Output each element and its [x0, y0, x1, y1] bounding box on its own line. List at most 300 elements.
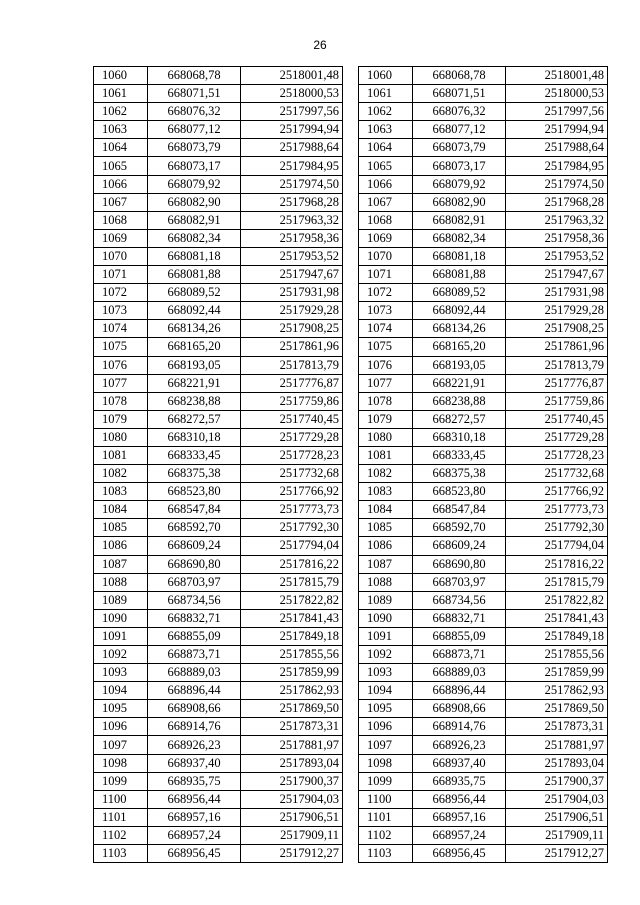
y-coordinate-cell: 2517912,27: [241, 845, 343, 863]
y-coordinate-cell: 2517873,31: [506, 718, 608, 736]
y-coordinate-cell: 2517929,28: [241, 302, 343, 320]
point-number-cell: 1090: [359, 609, 413, 627]
y-coordinate-cell: 2517815,79: [506, 573, 608, 591]
point-number-cell: 1061: [94, 85, 148, 103]
point-number-cell: 1064: [94, 139, 148, 157]
point-number-cell: 1078: [359, 392, 413, 410]
point-number-cell: 1102: [359, 826, 413, 844]
table-row: [94, 772, 343, 790]
y-coordinate-cell: 2517881,97: [506, 736, 608, 754]
y-coordinate-cell: 2517906,51: [241, 808, 343, 826]
point-number-cell: 1097: [94, 736, 148, 754]
table-row: [359, 736, 608, 754]
y-coordinate-cell: 2517776,87: [241, 374, 343, 392]
x-coordinate-cell: 668592,70: [413, 519, 506, 537]
table-row: [94, 555, 343, 573]
y-coordinate-cell: 2518000,53: [506, 85, 608, 103]
x-coordinate-cell: 668926,23: [148, 736, 241, 754]
y-coordinate-cell: 2517963,32: [241, 211, 343, 229]
x-coordinate-cell: 668193,05: [148, 356, 241, 374]
table-row: [359, 284, 608, 302]
point-number-cell: 1062: [359, 103, 413, 121]
table-row: [94, 465, 343, 483]
table-row: [359, 591, 608, 609]
table-row: [359, 772, 608, 790]
y-coordinate-cell: 2517861,96: [241, 338, 343, 356]
x-coordinate-cell: 668703,97: [413, 573, 506, 591]
x-coordinate-cell: 668956,45: [148, 845, 241, 863]
point-number-cell: 1067: [359, 193, 413, 211]
table-row: [359, 356, 608, 374]
point-number-cell: 1076: [94, 356, 148, 374]
point-number-cell: 1069: [359, 229, 413, 247]
y-coordinate-cell: 2517815,79: [241, 573, 343, 591]
x-coordinate-cell: 668375,38: [413, 465, 506, 483]
table-row: [359, 609, 608, 627]
x-coordinate-cell: 668134,26: [148, 320, 241, 338]
point-number-cell: 1099: [359, 772, 413, 790]
y-coordinate-cell: 2517908,25: [241, 320, 343, 338]
table-row: [359, 338, 608, 356]
y-coordinate-cell: 2517958,36: [506, 229, 608, 247]
x-coordinate-cell: 668935,75: [148, 772, 241, 790]
x-coordinate-cell: 668077,12: [413, 121, 506, 139]
y-coordinate-cell: 2517869,50: [506, 700, 608, 718]
y-coordinate-cell: 2517773,73: [506, 501, 608, 519]
point-number-cell: 1091: [359, 627, 413, 645]
table-row: [94, 736, 343, 754]
point-number-cell: 1070: [94, 247, 148, 265]
point-number-cell: 1089: [359, 591, 413, 609]
y-coordinate-cell: 2517994,94: [241, 121, 343, 139]
point-number-cell: 1066: [94, 175, 148, 193]
table-row: [94, 157, 343, 175]
x-coordinate-cell: 668238,88: [148, 392, 241, 410]
point-number-cell: 1101: [359, 808, 413, 826]
x-coordinate-cell: 668333,45: [413, 446, 506, 464]
point-number-cell: 1101: [94, 808, 148, 826]
table-row: [94, 428, 343, 446]
y-coordinate-cell: 2517849,18: [241, 627, 343, 645]
point-number-cell: 1096: [359, 718, 413, 736]
x-coordinate-cell: 668609,24: [148, 537, 241, 555]
table-row: [94, 121, 343, 139]
table-row: [359, 428, 608, 446]
x-coordinate-cell: 668703,97: [148, 573, 241, 591]
y-coordinate-cell: 2517947,67: [241, 266, 343, 284]
point-number-cell: 1091: [94, 627, 148, 645]
x-coordinate-cell: 668873,71: [148, 646, 241, 664]
point-number-cell: 1100: [94, 790, 148, 808]
point-number-cell: 1068: [359, 211, 413, 229]
table-row: [94, 229, 343, 247]
x-coordinate-cell: 668073,17: [148, 157, 241, 175]
point-number-cell: 1075: [359, 338, 413, 356]
x-coordinate-cell: 668896,44: [413, 682, 506, 700]
y-coordinate-cell: 2517953,52: [506, 247, 608, 265]
x-coordinate-cell: 668092,44: [413, 302, 506, 320]
x-coordinate-cell: 668926,23: [413, 736, 506, 754]
table-row: [94, 374, 343, 392]
y-coordinate-cell: 2517893,04: [241, 754, 343, 772]
y-coordinate-cell: 2518000,53: [241, 85, 343, 103]
y-coordinate-cell: 2517792,30: [241, 519, 343, 537]
y-coordinate-cell: 2517740,45: [506, 410, 608, 428]
x-coordinate-cell: 668957,16: [148, 808, 241, 826]
table-row: [94, 826, 343, 844]
table-row: [94, 537, 343, 555]
table-row: [94, 85, 343, 103]
table-row: [359, 247, 608, 265]
point-number-cell: 1083: [94, 483, 148, 501]
x-coordinate-cell: 668082,34: [148, 229, 241, 247]
table-row: [359, 808, 608, 826]
x-coordinate-cell: 668081,88: [413, 266, 506, 284]
x-coordinate-cell: 668073,79: [148, 139, 241, 157]
y-coordinate-cell: 2517822,82: [241, 591, 343, 609]
y-coordinate-cell: 2517997,56: [506, 103, 608, 121]
y-coordinate-cell: 2517909,11: [241, 826, 343, 844]
x-coordinate-cell: 668832,71: [148, 609, 241, 627]
point-number-cell: 1069: [94, 229, 148, 247]
x-coordinate-cell: 668089,52: [413, 284, 506, 302]
x-coordinate-cell: 668079,92: [413, 175, 506, 193]
table-row: [94, 573, 343, 591]
x-coordinate-cell: 668073,17: [413, 157, 506, 175]
x-coordinate-cell: 668855,09: [413, 627, 506, 645]
x-coordinate-cell: 668956,44: [148, 790, 241, 808]
point-number-cell: 1065: [359, 157, 413, 175]
x-coordinate-cell: 668375,38: [148, 465, 241, 483]
table-row: [94, 302, 343, 320]
point-number-cell: 1060: [359, 67, 413, 85]
table-row: [94, 356, 343, 374]
table-row: [359, 320, 608, 338]
point-number-cell: 1064: [359, 139, 413, 157]
x-coordinate-cell: 668077,12: [148, 121, 241, 139]
y-coordinate-cell: 2517816,22: [506, 555, 608, 573]
point-number-cell: 1094: [94, 682, 148, 700]
y-coordinate-cell: 2517984,95: [506, 157, 608, 175]
point-number-cell: 1086: [359, 537, 413, 555]
point-number-cell: 1090: [94, 609, 148, 627]
y-coordinate-cell: 2517816,22: [241, 555, 343, 573]
table-row: [359, 465, 608, 483]
x-coordinate-cell: 668221,91: [148, 374, 241, 392]
table-row: [359, 392, 608, 410]
table-row: [359, 446, 608, 464]
y-coordinate-cell: 2517766,92: [241, 483, 343, 501]
table-row: [359, 754, 608, 772]
point-number-cell: 1078: [94, 392, 148, 410]
y-coordinate-cell: 2517792,30: [506, 519, 608, 537]
x-coordinate-cell: 668609,24: [413, 537, 506, 555]
table-row: [94, 247, 343, 265]
y-coordinate-cell: 2517728,23: [506, 446, 608, 464]
x-coordinate-cell: 668873,71: [413, 646, 506, 664]
table-row: [94, 682, 343, 700]
y-coordinate-cell: 2517728,23: [241, 446, 343, 464]
point-number-cell: 1065: [94, 157, 148, 175]
x-coordinate-cell: 668908,66: [148, 700, 241, 718]
table-row: [359, 646, 608, 664]
table-row: [359, 410, 608, 428]
table-row: [94, 266, 343, 284]
x-coordinate-cell: 668089,52: [148, 284, 241, 302]
point-number-cell: 1063: [94, 121, 148, 139]
y-coordinate-cell: 2517740,45: [241, 410, 343, 428]
point-number-cell: 1081: [359, 446, 413, 464]
point-number-cell: 1077: [94, 374, 148, 392]
x-coordinate-cell: 668193,05: [413, 356, 506, 374]
point-number-cell: 1081: [94, 446, 148, 464]
table-row: [94, 410, 343, 428]
x-coordinate-cell: 668165,20: [413, 338, 506, 356]
point-number-cell: 1080: [94, 428, 148, 446]
y-coordinate-cell: 2517759,86: [506, 392, 608, 410]
table-row: [94, 808, 343, 826]
page-number: 26: [313, 38, 327, 52]
y-coordinate-cell: 2517984,95: [241, 157, 343, 175]
x-coordinate-cell: 668523,80: [148, 483, 241, 501]
x-coordinate-cell: 668547,84: [148, 501, 241, 519]
table-row: [359, 85, 608, 103]
table-row: [94, 193, 343, 211]
y-coordinate-cell: 2517729,28: [241, 428, 343, 446]
y-coordinate-cell: 2517822,82: [506, 591, 608, 609]
y-coordinate-cell: 2517794,04: [241, 537, 343, 555]
table-row: [359, 139, 608, 157]
x-coordinate-cell: 668957,24: [413, 826, 506, 844]
y-coordinate-cell: 2517908,25: [506, 320, 608, 338]
point-number-cell: 1100: [359, 790, 413, 808]
table-row: [359, 374, 608, 392]
x-coordinate-cell: 668071,51: [413, 85, 506, 103]
x-coordinate-cell: 668333,45: [148, 446, 241, 464]
y-coordinate-cell: 2517855,56: [506, 646, 608, 664]
x-coordinate-cell: 668889,03: [148, 664, 241, 682]
x-coordinate-cell: 668082,34: [413, 229, 506, 247]
x-coordinate-cell: 668734,56: [413, 591, 506, 609]
point-number-cell: 1067: [94, 193, 148, 211]
point-number-cell: 1060: [94, 67, 148, 85]
y-coordinate-cell: 2517904,03: [506, 790, 608, 808]
y-coordinate-cell: 2517909,11: [506, 826, 608, 844]
y-coordinate-cell: 2517968,28: [241, 193, 343, 211]
point-number-cell: 1074: [359, 320, 413, 338]
point-number-cell: 1085: [94, 519, 148, 537]
table-row: [94, 175, 343, 193]
x-coordinate-cell: 668956,44: [413, 790, 506, 808]
x-coordinate-cell: 668134,26: [413, 320, 506, 338]
point-number-cell: 1077: [359, 374, 413, 392]
point-number-cell: 1066: [359, 175, 413, 193]
y-coordinate-cell: 2517900,37: [241, 772, 343, 790]
table-row: [94, 718, 343, 736]
point-number-cell: 1099: [94, 772, 148, 790]
table-row: [94, 139, 343, 157]
table-row: [359, 266, 608, 284]
y-coordinate-cell: 2517906,51: [506, 808, 608, 826]
y-coordinate-cell: 2517953,52: [241, 247, 343, 265]
point-number-cell: 1061: [359, 85, 413, 103]
table-row: [359, 501, 608, 519]
x-coordinate-cell: 668082,91: [413, 211, 506, 229]
x-coordinate-cell: 668073,79: [413, 139, 506, 157]
table-row: [94, 67, 343, 85]
y-coordinate-cell: 2518001,48: [506, 67, 608, 85]
y-coordinate-cell: 2517929,28: [506, 302, 608, 320]
point-number-cell: 1082: [94, 465, 148, 483]
x-coordinate-cell: 668082,91: [148, 211, 241, 229]
table-row: [359, 537, 608, 555]
table-row: [359, 483, 608, 501]
table-row: [359, 700, 608, 718]
point-number-cell: 1071: [359, 266, 413, 284]
table-row: [94, 392, 343, 410]
y-coordinate-cell: 2517947,67: [506, 266, 608, 284]
table-row: [94, 284, 343, 302]
y-coordinate-cell: 2517813,79: [506, 356, 608, 374]
x-coordinate-cell: 668690,80: [148, 555, 241, 573]
x-coordinate-cell: 668523,80: [413, 483, 506, 501]
y-coordinate-cell: 2517988,64: [241, 139, 343, 157]
table-row: [359, 193, 608, 211]
point-number-cell: 1094: [359, 682, 413, 700]
point-number-cell: 1097: [359, 736, 413, 754]
x-coordinate-cell: 668221,91: [413, 374, 506, 392]
x-coordinate-cell: 668937,40: [413, 754, 506, 772]
y-coordinate-cell: 2517862,93: [506, 682, 608, 700]
x-coordinate-cell: 668082,90: [413, 193, 506, 211]
x-coordinate-cell: 668079,92: [148, 175, 241, 193]
table-row: [359, 627, 608, 645]
point-number-cell: 1080: [359, 428, 413, 446]
point-number-cell: 1084: [359, 501, 413, 519]
table-row: [359, 157, 608, 175]
y-coordinate-cell: 2517997,56: [241, 103, 343, 121]
table-row: [359, 103, 608, 121]
x-coordinate-cell: 668937,40: [148, 754, 241, 772]
x-coordinate-cell: 668076,32: [148, 103, 241, 121]
point-number-cell: 1063: [359, 121, 413, 139]
point-number-cell: 1062: [94, 103, 148, 121]
y-coordinate-cell: 2517794,04: [506, 537, 608, 555]
point-number-cell: 1079: [94, 410, 148, 428]
table-row: [359, 211, 608, 229]
table-row: [94, 320, 343, 338]
y-coordinate-cell: 2517859,99: [241, 664, 343, 682]
coordinates-table-left: [93, 66, 343, 863]
table-row: [94, 446, 343, 464]
table-row: [94, 483, 343, 501]
point-number-cell: 1071: [94, 266, 148, 284]
point-number-cell: 1102: [94, 826, 148, 844]
point-number-cell: 1073: [359, 302, 413, 320]
point-number-cell: 1103: [94, 845, 148, 863]
table-row: [359, 121, 608, 139]
x-coordinate-cell: 668310,18: [148, 428, 241, 446]
x-coordinate-cell: 668092,44: [148, 302, 241, 320]
point-number-cell: 1072: [359, 284, 413, 302]
point-number-cell: 1098: [359, 754, 413, 772]
y-coordinate-cell: 2517958,36: [241, 229, 343, 247]
point-number-cell: 1095: [359, 700, 413, 718]
table-row: [94, 591, 343, 609]
table-row: [94, 501, 343, 519]
x-coordinate-cell: 668734,56: [148, 591, 241, 609]
point-number-cell: 1079: [359, 410, 413, 428]
table-row: [94, 103, 343, 121]
x-coordinate-cell: 668081,88: [148, 266, 241, 284]
table-row: [359, 302, 608, 320]
table-row: [359, 790, 608, 808]
x-coordinate-cell: 668690,80: [413, 555, 506, 573]
coordinates-table-right: [358, 66, 608, 863]
point-number-cell: 1073: [94, 302, 148, 320]
x-coordinate-cell: 668956,45: [413, 845, 506, 863]
table-row: [359, 555, 608, 573]
y-coordinate-cell: 2517849,18: [506, 627, 608, 645]
y-coordinate-cell: 2517776,87: [506, 374, 608, 392]
x-coordinate-cell: 668592,70: [148, 519, 241, 537]
y-coordinate-cell: 2517855,56: [241, 646, 343, 664]
y-coordinate-cell: 2517893,04: [506, 754, 608, 772]
y-coordinate-cell: 2517994,94: [506, 121, 608, 139]
point-number-cell: 1092: [359, 646, 413, 664]
y-coordinate-cell: 2517759,86: [241, 392, 343, 410]
x-coordinate-cell: 668908,66: [413, 700, 506, 718]
table-row: [94, 790, 343, 808]
table-row: [359, 826, 608, 844]
y-coordinate-cell: 2517900,37: [506, 772, 608, 790]
table-row: [94, 754, 343, 772]
x-coordinate-cell: 668082,90: [148, 193, 241, 211]
point-number-cell: 1082: [359, 465, 413, 483]
point-number-cell: 1098: [94, 754, 148, 772]
x-coordinate-cell: 668935,75: [413, 772, 506, 790]
x-coordinate-cell: 668855,09: [148, 627, 241, 645]
x-coordinate-cell: 668081,18: [148, 247, 241, 265]
y-coordinate-cell: 2517841,43: [506, 609, 608, 627]
point-number-cell: 1092: [94, 646, 148, 664]
y-coordinate-cell: 2517904,03: [241, 790, 343, 808]
point-number-cell: 1096: [94, 718, 148, 736]
y-coordinate-cell: 2517968,28: [506, 193, 608, 211]
x-coordinate-cell: 668310,18: [413, 428, 506, 446]
point-number-cell: 1088: [359, 573, 413, 591]
point-number-cell: 1075: [94, 338, 148, 356]
y-coordinate-cell: 2517881,97: [241, 736, 343, 754]
y-coordinate-cell: 2517766,92: [506, 483, 608, 501]
y-coordinate-cell: 2517912,27: [506, 845, 608, 863]
table-row: [94, 627, 343, 645]
x-coordinate-cell: 668896,44: [148, 682, 241, 700]
table-row: [94, 519, 343, 537]
point-number-cell: 1095: [94, 700, 148, 718]
point-number-cell: 1074: [94, 320, 148, 338]
point-number-cell: 1103: [359, 845, 413, 863]
table-row: [359, 573, 608, 591]
x-coordinate-cell: 668272,57: [148, 410, 241, 428]
table-row: [359, 664, 608, 682]
point-number-cell: 1086: [94, 537, 148, 555]
y-coordinate-cell: 2517813,79: [241, 356, 343, 374]
point-number-cell: 1083: [359, 483, 413, 501]
point-number-cell: 1093: [94, 664, 148, 682]
x-coordinate-cell: 668914,76: [413, 718, 506, 736]
point-number-cell: 1076: [359, 356, 413, 374]
